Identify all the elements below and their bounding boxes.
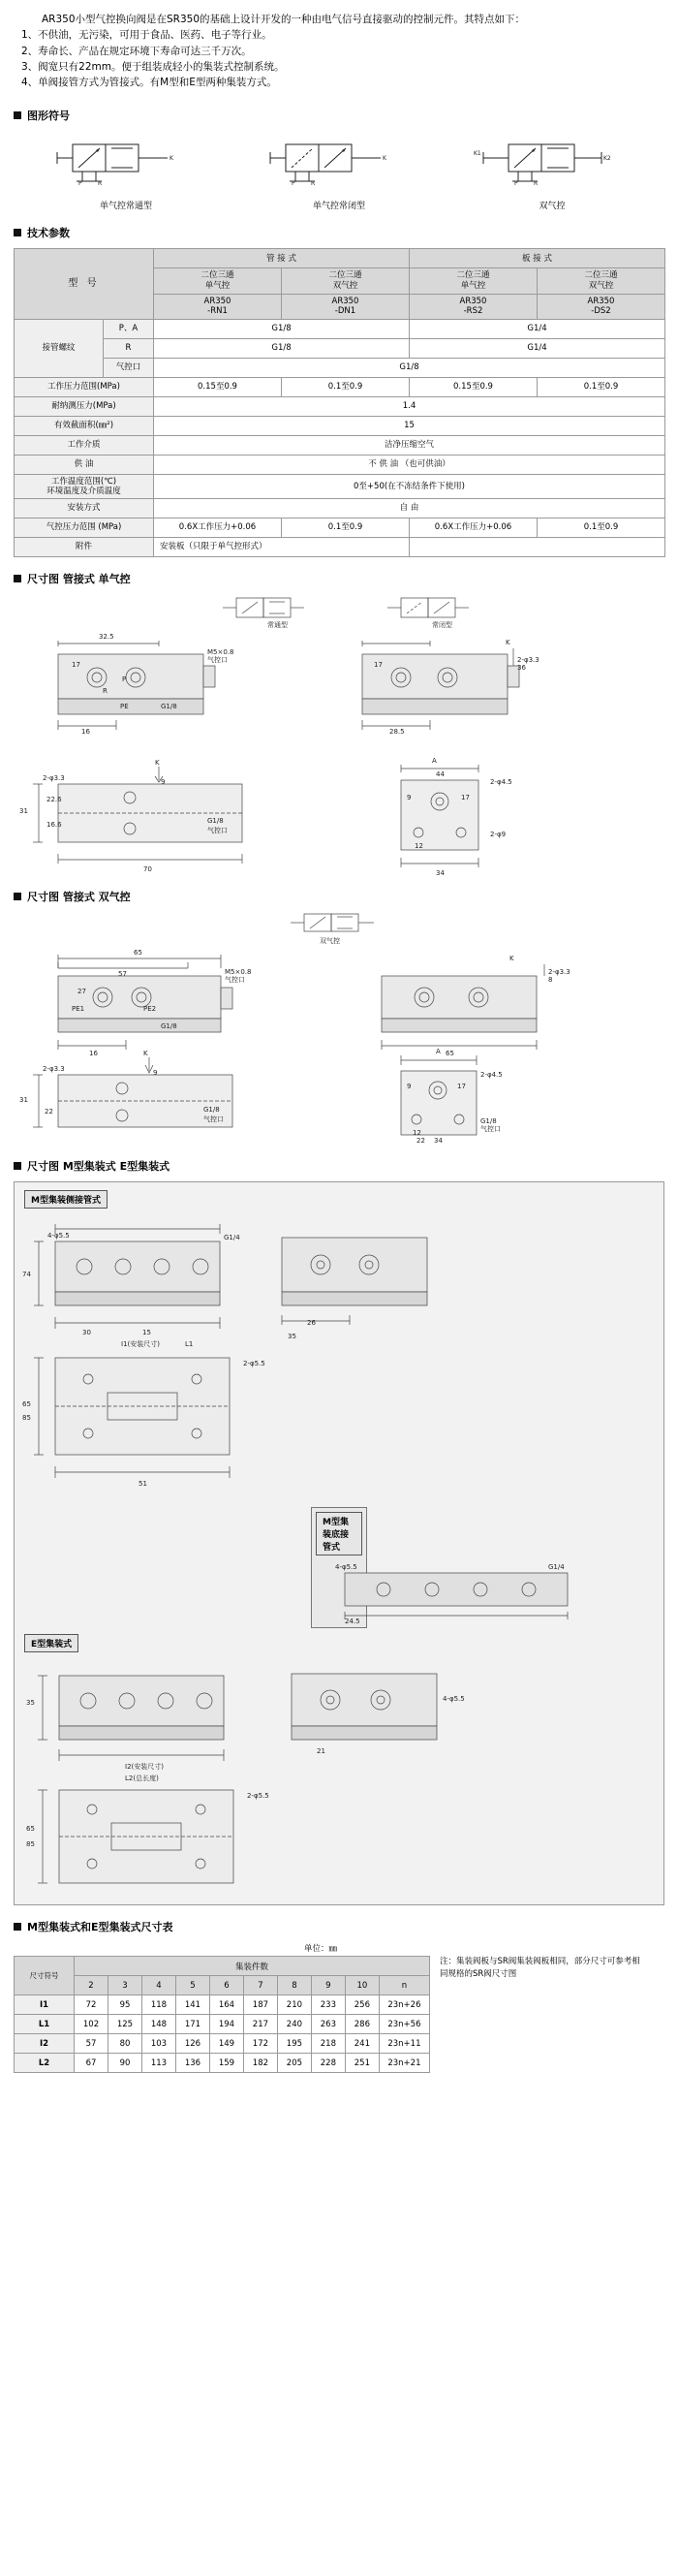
- svg-text:35: 35: [26, 1699, 35, 1708]
- section-title-dim-single: 尺寸图 管接式 单气控: [27, 573, 131, 586]
- svg-text:R: R: [311, 180, 316, 188]
- svg-text:K2: K2: [603, 155, 611, 163]
- svg-text:K: K: [509, 955, 514, 963]
- svg-text:32.5: 32.5: [99, 633, 114, 642]
- svg-text:I1(安装尺寸): I1(安装尺寸): [121, 1340, 160, 1349]
- dim-col-10: 10: [345, 1976, 379, 1995]
- m-bottom-piping-svg: [316, 1555, 635, 1623]
- section-heading-params: [14, 225, 678, 240]
- table-row: [15, 1976, 430, 1995]
- table-row: [15, 2034, 430, 2054]
- spec-sub-r: R: [104, 338, 154, 358]
- svg-text:2-φ9: 2-φ9: [490, 831, 507, 839]
- spec-val-mount: 自 由: [154, 499, 665, 518]
- spec-subtype-4: 二位三通 双气控: [538, 268, 665, 294]
- svg-text:双气控: 双气控: [320, 937, 340, 946]
- svg-text:8: 8: [548, 976, 553, 985]
- spec-row-label-pressure: 工作压力范围(MPa): [15, 377, 154, 396]
- table-row: [15, 1995, 430, 2015]
- svg-text:36: 36: [517, 664, 526, 673]
- intro-line-1: AR350小型气控换向阀是在SR350的基础上设计开发的一种由电气信号直接驱动的控制元件。其特点如下：: [42, 14, 526, 25]
- svg-text:85: 85: [26, 1840, 35, 1849]
- svg-text:22: 22: [416, 1137, 425, 1146]
- svg-text:24.5: 24.5: [345, 1618, 360, 1624]
- svg-text:34: 34: [436, 869, 445, 876]
- svg-text:57: 57: [118, 970, 127, 979]
- dim-col-9: 9: [311, 1976, 345, 1995]
- dim-l1-2: 102: [75, 2015, 108, 2034]
- dim-l1-6: 194: [209, 2015, 243, 2034]
- table-row: [15, 338, 665, 358]
- dim-i1-8: 210: [277, 1995, 311, 2015]
- bullet-square-icon: [14, 1162, 21, 1170]
- table-row: [15, 518, 665, 538]
- drawing-double-pilot: [14, 912, 664, 1145]
- svg-text:M5×0.8: M5×0.8: [225, 968, 252, 977]
- manifold-e-svg: [20, 1656, 656, 1899]
- drawing-single-pilot-svg: [14, 594, 664, 875]
- spec-val-medium: 洁净压缩空气: [154, 435, 665, 455]
- svg-text:2-φ4.5: 2-φ4.5: [490, 778, 512, 787]
- spec-val-pilot-4: 0.1至0.9: [538, 518, 665, 538]
- spec-subtype-3: 二位三通 单气控: [410, 268, 538, 294]
- tag-m-side-piping: M型集装侧接管式: [24, 1190, 108, 1209]
- spec-row-label-lub: 供 油: [15, 455, 154, 474]
- svg-text:K: K: [506, 639, 510, 647]
- m-bottom-piping-panel: [311, 1507, 565, 1628]
- symbol-item-1: [44, 135, 208, 211]
- dim-i1-3: 95: [108, 1995, 141, 2015]
- section-heading-dim-single: [14, 571, 678, 586]
- svg-text:P: P: [122, 675, 127, 684]
- svg-text:16: 16: [81, 728, 90, 737]
- spec-model-3: AR350 -RS2: [410, 294, 538, 319]
- svg-text:2-φ4.5: 2-φ4.5: [480, 1071, 503, 1080]
- svg-text:R: R: [103, 687, 108, 696]
- svg-text:K: K: [170, 155, 173, 163]
- table-row: [15, 2054, 430, 2073]
- spec-row-label-medium: 工作介质: [15, 435, 154, 455]
- svg-text:4-φ5.5: 4-φ5.5: [47, 1232, 70, 1241]
- svg-text:2-φ3.3: 2-φ3.3: [548, 968, 570, 977]
- section-heading-dim-double: [14, 889, 678, 904]
- spec-val-press-3: 0.15至0.9: [410, 377, 538, 396]
- spec-val-area: 15: [154, 416, 665, 435]
- dim-l2-n: 23n+21: [379, 2054, 429, 2073]
- svg-text:17: 17: [72, 661, 80, 670]
- spec-val-temp: 0至+50(在不冻结条件下使用): [154, 474, 665, 498]
- section-title-dim-double: 尺寸图 管接式 双气控: [27, 891, 131, 904]
- svg-text:A: A: [436, 1048, 441, 1056]
- drawing-manifold: [14, 1181, 664, 1905]
- dim-i2-7: 172: [243, 2034, 277, 2054]
- svg-text:30: 30: [82, 1329, 91, 1337]
- dim-l1-10: 286: [345, 2015, 379, 2034]
- intro-line-5: 4、单阀接管方式为管接式。有M型和E型两种集装方式。: [21, 77, 277, 89]
- symbol-diagram-single-normally-closed: [257, 135, 412, 189]
- dim-i2-5: 126: [175, 2034, 209, 2054]
- svg-text:K: K: [383, 155, 386, 163]
- dim-col-7: 7: [243, 1976, 277, 1995]
- dim-col-5: 5: [175, 1976, 209, 1995]
- intro-line-3: 2、寿命长、产品在规定环境下寿命可达三千万次。: [21, 45, 252, 57]
- table-row: [15, 499, 665, 518]
- svg-text:12: 12: [415, 842, 423, 851]
- dim-row-label-l1: L1: [15, 2015, 75, 2034]
- svg-text:G1/8: G1/8: [161, 1022, 177, 1031]
- svg-text:M5×0.8: M5×0.8: [207, 648, 234, 657]
- spec-val-lub: 不 供 油 （也可供油）: [154, 455, 665, 474]
- dim-l2-4: 113: [141, 2054, 175, 2073]
- spec-val-pa-pipe: G1/8: [154, 319, 410, 338]
- svg-text:65: 65: [22, 1400, 31, 1409]
- svg-text:常通型: 常通型: [267, 621, 288, 630]
- table-row: [15, 1957, 430, 1976]
- svg-text:28.5: 28.5: [389, 728, 405, 737]
- dim-l2-6: 159: [209, 2054, 243, 2073]
- section-heading-dim-table: [14, 1919, 678, 1934]
- dim-l1-5: 171: [175, 2015, 209, 2034]
- dim-i2-6: 149: [209, 2034, 243, 2054]
- dim-i1-10: 256: [345, 1995, 379, 2015]
- symbol-row: [0, 131, 678, 211]
- bullet-square-icon: [14, 111, 21, 119]
- svg-text:17: 17: [457, 1083, 466, 1091]
- svg-text:R: R: [98, 180, 103, 188]
- symbol-diagram-double: [470, 135, 625, 189]
- dim-group-header: 集装件数: [75, 1957, 430, 1976]
- drawing-double-pilot-svg: [14, 912, 664, 1145]
- table-row: [15, 377, 665, 396]
- svg-text:12: 12: [413, 1129, 421, 1138]
- table-row: [15, 538, 665, 557]
- section-heading-manifold: [14, 1158, 678, 1174]
- svg-text:G1/8: G1/8: [207, 817, 224, 826]
- svg-text:27: 27: [77, 988, 86, 996]
- svg-text:16.6: 16.6: [46, 821, 62, 830]
- dim-l1-4: 148: [141, 2015, 175, 2034]
- dim-row-label-l2: L2: [15, 2054, 75, 2073]
- spec-val-acc-empty: [410, 538, 665, 557]
- svg-text:G1/8: G1/8: [203, 1106, 220, 1115]
- dim-corner-label: 尺寸符号: [15, 1957, 75, 1995]
- spec-row-label-area: 有效截面积(㎜²): [15, 416, 154, 435]
- section-title-symbols: 图形符号: [27, 110, 70, 123]
- manifold-panel: [14, 1181, 664, 1905]
- svg-text:P: P: [78, 180, 82, 188]
- svg-text:2-φ3.3: 2-φ3.3: [43, 1065, 65, 1074]
- tag-e-manifold: E型集装式: [24, 1634, 78, 1652]
- dim-l1-3: 125: [108, 2015, 141, 2034]
- dim-l2-8: 205: [277, 2054, 311, 2073]
- dim-i1-n: 23n+26: [379, 1995, 429, 2015]
- svg-text:2-φ3.3: 2-φ3.3: [43, 774, 65, 783]
- svg-text:31: 31: [19, 807, 28, 816]
- dim-l2-5: 136: [175, 2054, 209, 2073]
- table-row: [15, 435, 665, 455]
- svg-text:26: 26: [307, 1319, 316, 1328]
- svg-text:85: 85: [22, 1414, 31, 1423]
- dim-col-n: n: [379, 1976, 429, 1995]
- table-remark: 注：集装阀板与SR阀集装阀板相同，部分尺寸可参考相同规格的SR阀尺寸图: [440, 1957, 640, 1979]
- spec-val-press-2: 0.1至0.9: [282, 377, 410, 396]
- dim-i1-6: 164: [209, 1995, 243, 2015]
- dim-i2-9: 218: [311, 2034, 345, 2054]
- bullet-square-icon: [14, 229, 21, 236]
- svg-text:65: 65: [26, 1825, 35, 1834]
- svg-text:22: 22: [45, 1108, 53, 1116]
- spec-val-pilot-3: 0.6X工作压力+0.06: [410, 518, 538, 538]
- svg-text:2-φ5.5: 2-φ5.5: [247, 1792, 269, 1801]
- spec-val-press-1: 0.15至0.9: [154, 377, 282, 396]
- spec-row-label-thread: 接管螺纹: [15, 319, 104, 377]
- spec-row-label-proof: 耐纳测压力(MPa): [15, 396, 154, 416]
- dim-l1-n: 23n+56: [379, 2015, 429, 2034]
- dim-l2-10: 251: [345, 2054, 379, 2073]
- dim-table-unit: 单位：㎜: [304, 1944, 338, 1955]
- dimension-table: [14, 1956, 430, 2073]
- spec-row-label-acc: 附件: [15, 538, 154, 557]
- intro-line-4: 3、阀宽只有22mm。便于组装成轻小的集装式控制系统。: [21, 60, 285, 73]
- svg-text:44: 44: [436, 770, 445, 779]
- dim-row-label-i2: I2: [15, 2034, 75, 2054]
- spec-sub-k: 气控口: [104, 358, 154, 377]
- dim-l2-7: 182: [243, 2054, 277, 2073]
- svg-text:PE2: PE2: [143, 1005, 157, 1014]
- svg-text:9: 9: [407, 1083, 412, 1091]
- spec-val-r-plate: G1/4: [410, 338, 665, 358]
- svg-text:气控口: 气控口: [207, 827, 228, 835]
- svg-text:17: 17: [374, 661, 383, 670]
- spec-val-pilot-2: 0.1至0.9: [282, 518, 410, 538]
- tag-m-bottom-piping: M型集装底接管式: [316, 1512, 362, 1555]
- svg-text:P: P: [292, 180, 295, 188]
- spec-group-pipe: 管 接 式: [154, 249, 410, 268]
- symbol-caption-2: 单气控常闭型: [312, 202, 365, 212]
- table-row: [15, 2015, 430, 2034]
- svg-text:PE: PE: [120, 703, 129, 711]
- spec-val-k: G1/8: [154, 358, 665, 377]
- svg-text:气控口: 气控口: [225, 976, 245, 985]
- section-title-manifold: 尺寸图 M型集装式 E型集装式: [27, 1160, 170, 1174]
- table-row: [15, 319, 665, 338]
- svg-text:气控口: 气控口: [207, 656, 228, 665]
- spec-row-label-temp: 工作温度范围(℃) 环境温度及介质温度: [15, 474, 154, 498]
- spec-subtype-1: 二位三通 单气控: [154, 268, 282, 294]
- symbol-item-2: [257, 135, 421, 211]
- dim-l1-8: 240: [277, 2015, 311, 2034]
- svg-text:2-φ3.3: 2-φ3.3: [517, 656, 539, 665]
- spec-model-4: AR350 -DS2: [538, 294, 665, 319]
- intro-line-2: 1、不供油，无污染，可用于食品、医药、电子等行业。: [21, 29, 272, 42]
- symbol-item-3: [470, 135, 634, 211]
- svg-text:17: 17: [461, 794, 470, 802]
- dim-i2-8: 195: [277, 2034, 311, 2054]
- dim-i2-n: 23n+11: [379, 2034, 429, 2054]
- svg-text:51: 51: [139, 1480, 147, 1489]
- svg-text:G1/4: G1/4: [224, 1234, 240, 1242]
- dim-col-2: 2: [75, 1976, 108, 1995]
- dim-row-label-i1: I1: [15, 1995, 75, 2015]
- dim-i1-5: 141: [175, 1995, 209, 2015]
- dim-col-3: 3: [108, 1976, 141, 1995]
- dim-l2-9: 228: [311, 2054, 345, 2073]
- svg-text:I2(安装尺寸): I2(安装尺寸): [125, 1763, 164, 1772]
- spec-model-2: AR350 -DN1: [282, 294, 410, 319]
- svg-text:70: 70: [143, 865, 152, 874]
- spec-row-label-pilot: 气控压力范围 (MPa): [15, 518, 154, 538]
- svg-text:9: 9: [153, 1069, 158, 1078]
- svg-text:气控口: 气控口: [480, 1125, 501, 1134]
- symbol-diagram-single-normally-open: [44, 135, 199, 189]
- svg-text:2-φ5.5: 2-φ5.5: [243, 1360, 265, 1368]
- svg-text:G1/8: G1/8: [480, 1117, 497, 1126]
- spec-val-proof: 1.4: [154, 396, 665, 416]
- svg-text:9: 9: [407, 794, 412, 802]
- spec-table: [14, 248, 665, 557]
- dim-i2-10: 241: [345, 2034, 379, 2054]
- svg-text:9: 9: [161, 778, 166, 787]
- spec-row-label-mount: 安装方式: [15, 499, 154, 518]
- table-row: [15, 249, 665, 268]
- svg-text:21: 21: [317, 1747, 325, 1756]
- table-row: [15, 396, 665, 416]
- bullet-square-icon: [14, 575, 21, 582]
- svg-text:P: P: [514, 180, 518, 188]
- spec-val-acc: 安装板（只限于单气控形式）: [154, 538, 410, 557]
- svg-text:气控口: 气控口: [203, 1115, 224, 1124]
- table-row: [15, 474, 665, 498]
- svg-text:常闭型: 常闭型: [432, 621, 452, 630]
- section-title-dim-table: M型集装式和E型集装式尺寸表: [27, 1921, 173, 1934]
- dim-i1-9: 233: [311, 1995, 345, 2015]
- table-row: [15, 416, 665, 435]
- dim-i1-7: 187: [243, 1995, 277, 2015]
- svg-text:4-φ5.5: 4-φ5.5: [335, 1563, 357, 1572]
- svg-text:35: 35: [288, 1333, 296, 1341]
- table-row: [15, 358, 665, 377]
- dim-l1-7: 217: [243, 2015, 277, 2034]
- spec-val-pilot-1: 0.6X工作压力+0.06: [154, 518, 282, 538]
- table-row: [15, 455, 665, 474]
- svg-text:34: 34: [434, 1137, 443, 1146]
- drawing-single-pilot: [14, 594, 664, 875]
- symbol-caption-3: 双气控: [539, 202, 566, 212]
- svg-text:65: 65: [446, 1050, 454, 1058]
- spec-sub-pa: P、A: [104, 319, 154, 338]
- dim-i2-3: 80: [108, 2034, 141, 2054]
- spec-val-pa-plate: G1/4: [410, 319, 665, 338]
- svg-text:G1/8: G1/8: [161, 703, 177, 711]
- dim-table-block: [0, 1956, 678, 2073]
- section-heading-symbols: [14, 108, 678, 123]
- dim-col-8: 8: [277, 1976, 311, 1995]
- spec-val-press-4: 0.1至0.9: [538, 377, 665, 396]
- svg-text:L1: L1: [185, 1340, 194, 1349]
- dim-col-4: 4: [141, 1976, 175, 1995]
- spec-subtype-2: 二位三通 双气控: [282, 268, 410, 294]
- bullet-square-icon: [14, 893, 21, 900]
- manifold-m-svg: [20, 1212, 656, 1503]
- svg-text:65: 65: [134, 949, 142, 958]
- dim-l1-9: 263: [311, 2015, 345, 2034]
- svg-text:15: 15: [142, 1329, 151, 1337]
- dim-l2-3: 90: [108, 2054, 141, 2073]
- section-title-params: 技术参数: [27, 227, 70, 240]
- symbol-caption-1: 单气控常通型: [99, 202, 152, 212]
- svg-text:16: 16: [89, 1050, 98, 1058]
- svg-text:A: A: [432, 757, 437, 766]
- spec-group-plate: 板 接 式: [410, 249, 665, 268]
- dim-i1-2: 72: [75, 1995, 108, 2015]
- svg-text:K: K: [155, 759, 160, 768]
- svg-text:K: K: [143, 1050, 148, 1058]
- dim-i2-4: 103: [141, 2034, 175, 2054]
- bullet-square-icon: [14, 1923, 21, 1931]
- svg-text:4-φ5.5: 4-φ5.5: [443, 1695, 465, 1704]
- svg-text:31: 31: [19, 1096, 28, 1105]
- dim-i2-2: 57: [75, 2034, 108, 2054]
- dim-i1-4: 118: [141, 1995, 175, 2015]
- spec-val-r-pipe: G1/8: [154, 338, 410, 358]
- spec-model-1: AR350 -RN1: [154, 294, 282, 319]
- spec-model-label: 型 号: [15, 249, 154, 320]
- spec-table-wrapper: [0, 248, 678, 557]
- svg-text:22.6: 22.6: [46, 796, 62, 804]
- svg-text:R: R: [534, 180, 539, 188]
- svg-text:K1: K1: [474, 150, 481, 158]
- dim-l2-2: 67: [75, 2054, 108, 2073]
- dim-col-6: 6: [209, 1976, 243, 1995]
- svg-text:L2(总长度): L2(总长度): [125, 1775, 159, 1783]
- intro-text: [0, 0, 678, 94]
- svg-text:74: 74: [22, 1271, 31, 1279]
- svg-text:PE1: PE1: [72, 1005, 85, 1014]
- svg-text:G1/4: G1/4: [548, 1563, 565, 1572]
